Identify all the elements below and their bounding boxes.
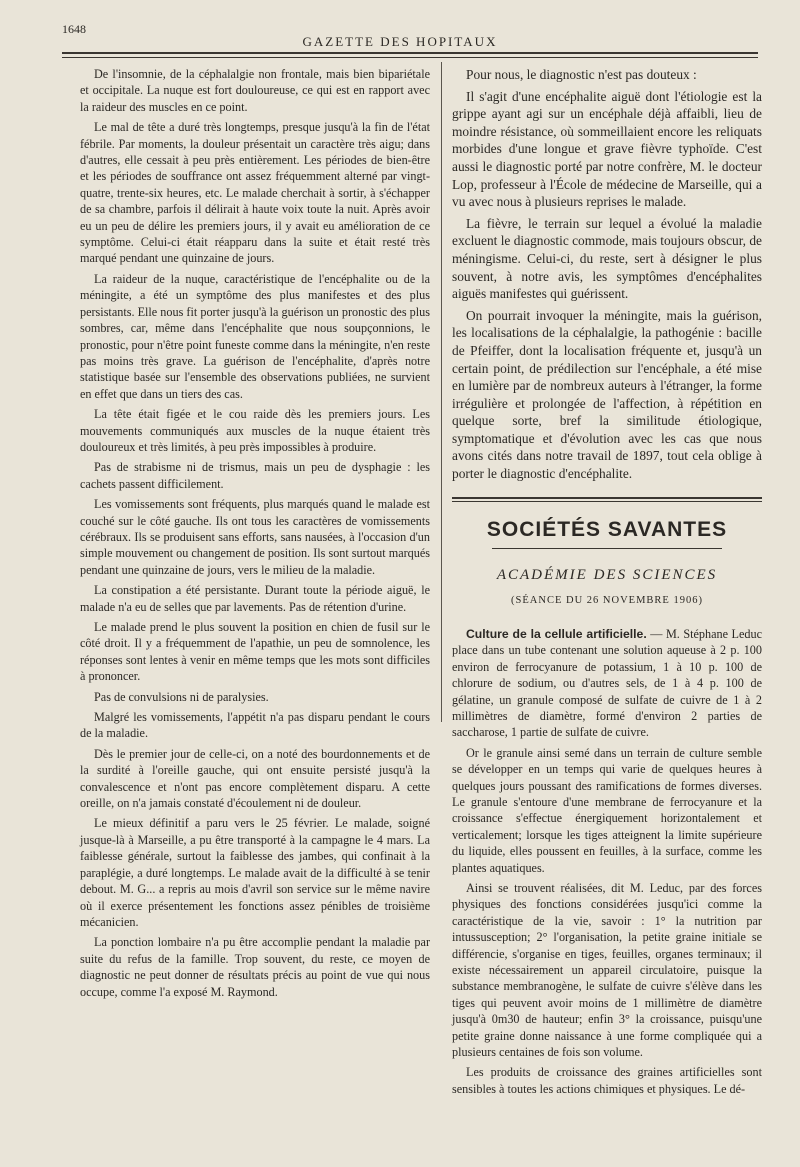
paragraph: Les produits de croissance des graines artificielles sont sensibles à toutes les actions chimiques et physiques. Le dé- bbox=[452, 1065, 762, 1096]
paragraph: On pourrait invoquer la méningite, mais la guérison, les localisations de la céphalalgie, la pathogénie : bacille de Pfeiffer, dont la localisation fréquente et, jusqu'à un certain point, de prédilection sur l'encéphale, a été mise en lumière par de nombreux auteurs à l'étranger, la forme irrégulière et prolongée de l'affection, à répétition en quelque sorte, bref la similitude étiologique, symptomatique et d'évolution avec les cas que nous avons cités dans notre travail de 1897, tout cela oblige à porter le diagnostic d'encéphalite. bbox=[452, 307, 762, 482]
paragraph: Le malade prend le plus souvent la position en chien de fusil sur le côté droit. Il y a fréquemment de l'apathie, un peu de somnolence, les réponses sont lentes à venir en même temps que les mots sont difficiles à prononcer. bbox=[80, 620, 430, 684]
paragraph: Pas de convulsions ni de paralysies. bbox=[94, 689, 269, 704]
section-rule-thin bbox=[452, 501, 762, 502]
paragraph: Le mieux définitif a paru vers le 25 février. Le malade, soigné jusque-là à Marseille, a pu être transporté à la campagne le 4 mars. La faiblesse générale, surtout la faiblesse des jambes, qui confinait à la paraplégie, a duré longtemps. Le malade avait de la difficulté à se tenir debout. M. G... a repris au mois d'avril son service sur le même navire où il exerce présentement les fonctions assez pénibles de troisième mécanicien. bbox=[80, 816, 430, 929]
paragraph: La fièvre, le terrain sur lequel a évolué la maladie excluent le diagnostic commode, mais toujours obscur, de méningisme. Celui-ci, du reste, sert à désigner le plus souvent, à notre avis, les symptômes d'encéphalites aiguës manifestes qui guérissent. bbox=[452, 215, 762, 302]
paragraph: La ponction lombaire n'a pu être accomplie pendant la maladie par suite du refus de la famille. Trop souvent, du reste, ce moyen de diagnostic ne peut donner de résultats précis au point de vue qui nous occupe, comme l'a exposé M. Raymond. bbox=[80, 935, 430, 999]
running-title: GAZETTE DES HOPITAUX bbox=[302, 34, 498, 49]
paragraph: De l'insomnie, de la céphalalgie non frontale, mais bien bipariétale et occipitale. La nuque est fort douloureuse, ce qui est en rapport avec la raideur des muscles en ce point. bbox=[80, 67, 430, 114]
academy-heading: ACADÉMIE DES SCIENCES bbox=[496, 567, 718, 584]
paragraph: Ainsi se trouvent réalisées, dit M. Leduc, par des forces physiques des fonctions considérées jusqu'ici comme la caractéristique de la vie, savoir : 1° la nutrition par intussusception; 2° l'organisation, la petite graine initiale se différencie, s'organise en tiges, feuilles, organes terminaux; il existe nécessairement un appareil circulatoire, puisque la substance membranogène, le sulfate de cuivre s'élève dans les tiges qui peuvent avoir moins de 1 millimètre de diamètre jusqu'à 0m30 de hauteur; enfin 3° la croissance, puisqu'une petite graine donne naissance à une forme compliquée qui a plusieurs centaines de fois son volume. bbox=[452, 880, 762, 1060]
paragraph: La constipation a été persistante. Durant toute la période aiguë, le malade n'a eu de selles que par lavements. Pas de rétention d'urine. bbox=[80, 583, 430, 614]
column-divider bbox=[441, 62, 442, 722]
page-number: 1648 bbox=[62, 22, 86, 36]
paragraph: Les vomissements sont fréquents, plus marqués quand le malade est couché sur le côté gauche. Ils ont tous les caractères de vomissements cérébraux. Ils se produisent sans efforts, sans nausées, à l'occasion d'un simple mouvement ou changement de position. Ils sont surtout marqués pendant une quinzaine de jours, vers le milieu de la maladie. bbox=[80, 497, 430, 577]
article-title: Culture de la cellule artificielle. bbox=[466, 626, 647, 641]
paragraph: La tête était figée et le cou raide dès les premiers jours. Les mouvements communiqués aux muscles de la nuque étaient très douloureux et très limités, à peu près impossibles à produire. bbox=[80, 407, 430, 454]
header-rule bbox=[62, 52, 758, 54]
paragraph: Le mal de tête a duré très longtemps, presque jusqu'à la fin de l'état fébrile. Par moments, la douleur présentait un caractère très aigu; dans d'autres, elle cessait à peu près entièrement. Les périodes de bien-être et les périodes de souffrance ont assez fréquemment alterné par vingt-quatre, trente-six heures, etc. Le malade cherchait à sortir, à s'échapper de sa chambre, parfois il délirait à haute voix toute la nuit. Après avoir eu un peu de délire les premiers jours, il y avait eu amélioration de ce symptôme. Celui-ci était réapparu dans la suite et était resté très marqué pendant une quinzaine de jours. bbox=[80, 120, 430, 266]
paragraph: Dès le premier jour de celle-ci, on a noté des bourdonnements et de la surdité à l'oreille gauche, qui ont ensuite persisté jusqu'à la convalescence et n'ont pas encore complètement disparu. A cette oreille, on n'a jamais constaté d'écoulement ni de douleur. bbox=[80, 746, 430, 811]
section-title-rule bbox=[492, 548, 722, 549]
left-column bbox=[80, 66, 430, 1004]
paragraph: La raideur de la nuque, caractéristique de l'encéphalite ou de la méningite, a été un symptôme des plus manifestes et des plus persistants. Elle nous fit porter jusqu'à la guérison un pronostic des plus sombres, car, même dans l'encéphalite que nous soupçonnions, le pronostic, pour n'être point funeste comme dans la méningite, n'en reste pas moins très grave. La guérison de l'encéphalite, d'après notre statistique basée sur l'ensemble des observations publiées, ne survient en effet que dans un tiers des cas. bbox=[80, 271, 430, 401]
paragraph: Il s'agit d'une encéphalite aiguë dont l'étiologie est la grippe ayant agi sur un encéphale déjà affaibli, lieu de moindre résistance, où sommeillaient encore les reliquats morbides d'une longue et grave fièvre typhoïde. C'est aussi le diagnostic porté par notre confrère, M. le docteur Lop, professeur à l'École de médecine de Marseille, qui a vu avec nous à plusieurs reprises le malade. bbox=[452, 88, 762, 210]
header-rule-thin bbox=[62, 57, 758, 58]
paragraph: Pas de strabisme ni de trismus, mais un peu de dysphagie : les cachets passent difficilement. bbox=[80, 460, 430, 491]
right-column bbox=[452, 66, 762, 1101]
article-lead bbox=[452, 626, 762, 741]
article-lead-text: — M. Stéphane Leduc place dans un tube contenant une solution aqueuse à 2 p. 100 environ de ferrocyanure de potassium, 1 à 10 p. 100 de chlorure de sodium, ou d'autres sels, de 1 à 4 p. 100 de gélatine, un granule composé de sulfate de cuivre de 1 à 2 millimètres de diamètre, formé d'environ 2 parties de saccharose, 1 partie de sulfate de cuivre. bbox=[452, 626, 763, 740]
paragraph: Pour nous, le diagnostic n'est pas douteux : bbox=[466, 67, 697, 82]
paragraph: Or le granule ainsi semé dans un terrain de culture semble se développer en un temps qui varie de quelques heures à quelques jours poussant des ramifications de formes diverses. Le granule s'entoure d'une membrane de ferrocyanure et la croissance s'effectue énergiquement horizontalement et verticalement; lorsque les tiges atteignent la limite supérieure du liquide, elles poussent en feuilles, à la surface, comme les plantes aquatiques. bbox=[452, 745, 762, 875]
session-date: (SÉANCE DU 26 NOVEMBRE 1906) bbox=[511, 595, 703, 607]
paragraph: Malgré les vomissements, l'appétit n'a pas disparu pendant le cours de la maladie. bbox=[80, 710, 430, 741]
section-title: SOCIÉTÉS SAVANTES bbox=[486, 517, 728, 541]
section-rule bbox=[452, 497, 762, 499]
diagnosis-section bbox=[452, 66, 762, 483]
